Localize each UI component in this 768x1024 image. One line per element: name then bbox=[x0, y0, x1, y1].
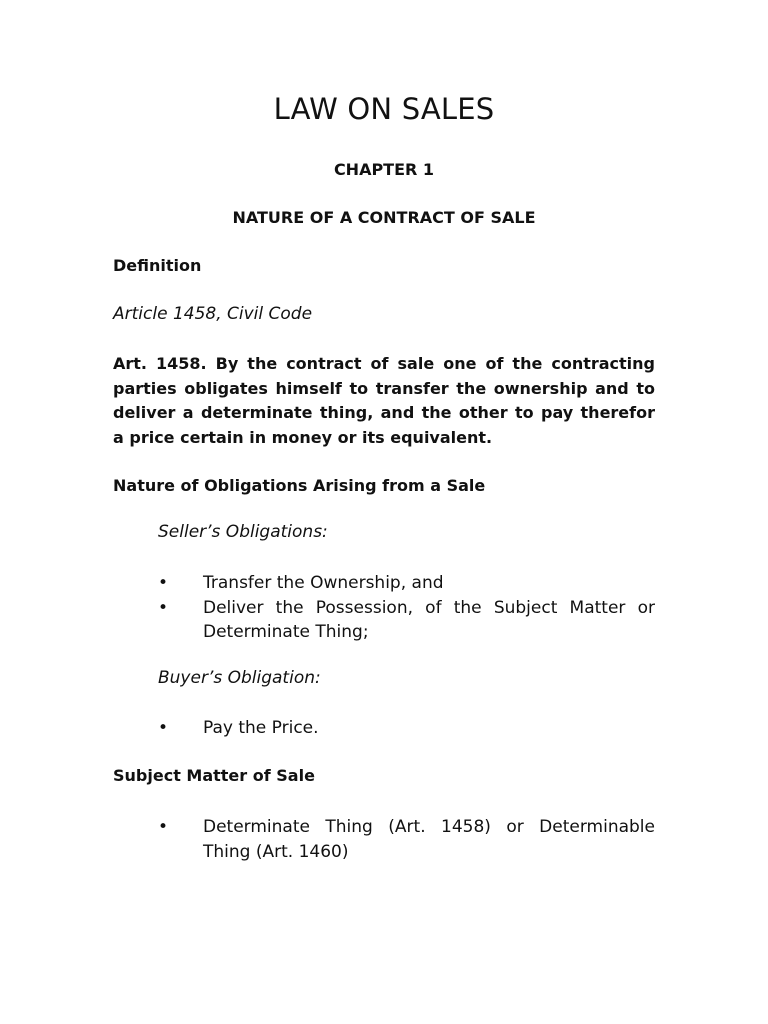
buyer-obligations-list bbox=[158, 716, 655, 741]
obligations-heading: Nature of Obligations Arising from a Sale bbox=[113, 476, 486, 495]
list-item bbox=[158, 716, 655, 741]
list-item-text: Deliver the Possession, of the Subject Matter or Determinate Thing; bbox=[203, 597, 655, 642]
subject-matter-heading: Subject Matter of Sale bbox=[113, 766, 315, 785]
chapter-number: CHAPTER 1 bbox=[333, 160, 435, 179]
seller-obligations-list bbox=[158, 571, 655, 645]
article-text: Art. 1458. By the contract of sale one of the contracting parties obligates himself to transfer the ownership and to deliver a determinate thing, and the other to pay therefor a price certain in money or its equivalent. bbox=[113, 354, 655, 447]
bullet-icon: • bbox=[158, 718, 169, 738]
article-citation: Article 1458, Civil Code bbox=[113, 304, 313, 324]
list-item bbox=[158, 815, 655, 864]
list-item-text: Transfer the Ownership, and bbox=[203, 573, 444, 593]
definition-heading: Definition bbox=[113, 256, 202, 275]
list-item bbox=[158, 596, 655, 645]
bullet-icon: • bbox=[158, 817, 169, 837]
seller-obligations-label: Seller’s Obligations: bbox=[158, 522, 328, 542]
buyer-obligation-label: Buyer’s Obligation: bbox=[158, 668, 321, 688]
document-title: LAW ON SALES bbox=[273, 92, 495, 126]
list-item-text: Pay the Price. bbox=[203, 718, 319, 738]
list-item-text: Determinate Thing (Art. 1458) or Determinable Thing (Art. 1460) bbox=[203, 817, 655, 862]
bullet-icon: • bbox=[158, 597, 169, 618]
subject-matter-list bbox=[158, 815, 655, 864]
chapter-title: NATURE OF A CONTRACT OF SALE bbox=[232, 208, 536, 227]
bullet-icon: • bbox=[158, 573, 169, 593]
list-item bbox=[158, 571, 655, 596]
